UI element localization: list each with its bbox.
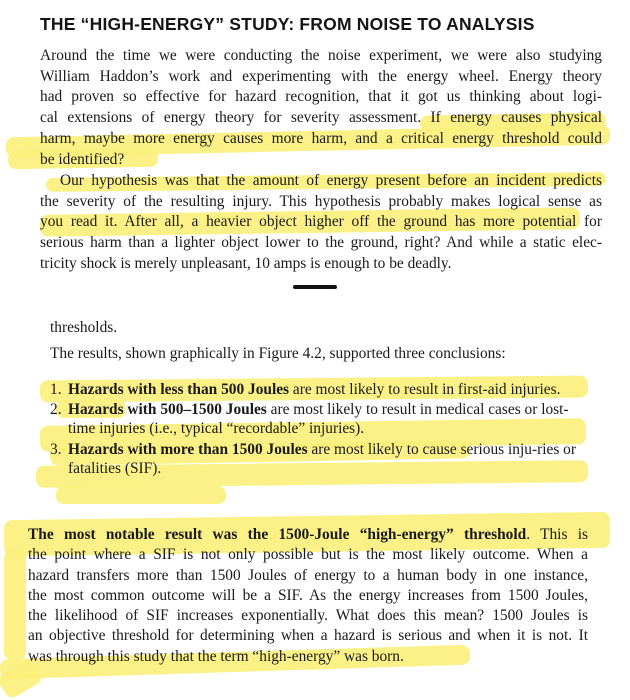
text-line: be identified?	[40, 150, 125, 168]
final-paragraph	[28, 525, 588, 667]
text-line: was through this study that the term “high-energy” was born.	[28, 647, 404, 665]
text-line: had proven so effective for hazard recognition, that it got us thinking about logi-	[40, 88, 602, 106]
text-line: The most notable result was the 1500-Joule “high-energy” threshold. This is	[28, 526, 588, 543]
text-line: you read it. After all, a heavier object higher off the ground has more potential for	[40, 213, 602, 231]
text-line: Around the time we were conducting the noise experiment, we were also studying	[40, 47, 602, 64]
text-line: hazard transfers more than 1500 Joules of energy to a human body in one instance,	[28, 566, 588, 584]
highlight-stroke	[4, 550, 26, 660]
text-line: serious harm than a lighter object lower to the ground, right? And while a static elec-	[40, 234, 602, 252]
results-intro: The results, shown graphically in Figure 4.2, supported three conclusions:	[50, 345, 506, 362]
paragraph-2	[40, 171, 602, 275]
text-line: an objective threshold for determining when a hazard is serious and when it is not. It	[28, 627, 588, 645]
highlight-stroke	[56, 486, 226, 504]
list-number: 2.	[50, 401, 62, 419]
list-item	[50, 440, 590, 478]
section-divider	[293, 285, 337, 289]
list-text: are most likely to cause serious inju-ries or fatalities (SIF).	[68, 440, 576, 477]
list-text: are most likely to result in medical cases or lost-time injuries (i.e., typical “recordable” injuries).	[68, 401, 569, 438]
section-heading: THE “HIGH-ENERGY” STUDY: FROM NOISE TO ANALYSIS	[40, 14, 535, 34]
text-line: harm, maybe more energy causes more harm, and a critical energy threshold could	[40, 129, 602, 147]
final-bold: The most notable result was the 1500-Joule “high-energy” threshold	[28, 526, 527, 543]
text-line: Our hypothesis was that the amount of energy present before an incident predicts	[60, 172, 602, 189]
text-line: William Haddon’s work and experimenting with the energy wheel. Energy theory	[40, 67, 602, 85]
list-bold: Hazards with more than 1500 Joules	[68, 440, 308, 458]
list-item	[50, 400, 590, 438]
list-item	[50, 380, 590, 399]
paragraph-1	[40, 46, 602, 170]
text-line: the most common outcome will be a SIF. As the energy increases from 1500 Joules,	[28, 586, 588, 604]
conclusions-list	[50, 380, 590, 479]
list-number: 1.	[50, 381, 62, 398]
text-line: the likelihood of SIF increases exponentially. What does this mean? 1500 Joules is	[28, 607, 588, 625]
list-bold: Hazards with less than 500 Joules	[68, 381, 290, 398]
list-text: are most likely to result in first-aid injuries.	[289, 381, 561, 398]
text-line: cal extensions of energy theory for severity assessment. If energy causes physical	[40, 109, 602, 127]
list-number: 3.	[50, 440, 62, 458]
clipped-text-line: thresholds.	[50, 319, 118, 336]
text-line: the point where a SIF is not only possible but is the most likely outcome. When a	[28, 546, 588, 564]
text-line: the severity of the resulting injury. This hypothesis probably makes logical sense as	[40, 192, 602, 210]
list-bold: Hazards with 500–1500 Joules	[68, 401, 267, 419]
text-line: tricity shock is merely unpleasant, 10 amps is enough to be deadly.	[40, 254, 452, 272]
